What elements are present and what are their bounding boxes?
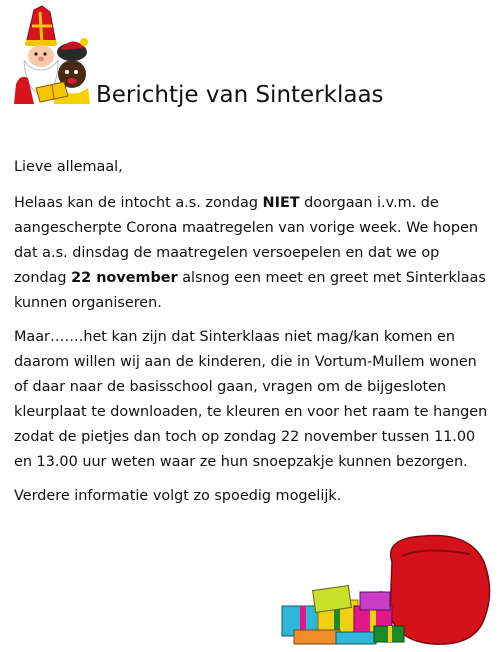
paragraph-1	[14, 191, 490, 316]
greeting: Lieve allemaal,	[14, 159, 123, 175]
paragraph-1-text-e: alsnog een meet en greet met Sinterklaas kunnen organiseren.	[14, 270, 486, 311]
paragraph-3: Verdere informatie volgt zo spoedig mogelijk.	[14, 488, 342, 504]
paragraph-1-text-c: doorgaan i.v.m. de aangescherpte Corona maatregelen van vorige week. We hopen dat a.s. dinsdag de maatregelen versoepelen en dat we op zondag	[14, 195, 478, 286]
sinterklaas-and-piet-icon	[12, 4, 94, 104]
paragraph-1-text-a: Helaas kan de intocht a.s. zondag	[14, 195, 263, 211]
letter-body	[14, 155, 490, 518]
present-sack-icon	[274, 532, 496, 650]
paragraph-1-bold-date: 22 november	[71, 270, 178, 286]
page-title: Berichtje van Sinterklaas	[96, 82, 384, 108]
paragraph-2: Maar…….het kan zijn dat Sinterklaas niet mag/kan komen en daarom willen wij aan de kinderen, die in Vortum-Mullem wonen of daar naar de basisschool gaan, vragen om de bijgesloten kleurplaat te downloaden, te kleuren en voor het raam te hangen zodat de pietjes dan toch op zondag 22 november tussen 11.00 en 13.00 uur weten waar ze hun snoepzakje kunnen bezorgen.	[14, 329, 488, 470]
paragraph-1-bold-niet: NIET	[262, 195, 300, 211]
